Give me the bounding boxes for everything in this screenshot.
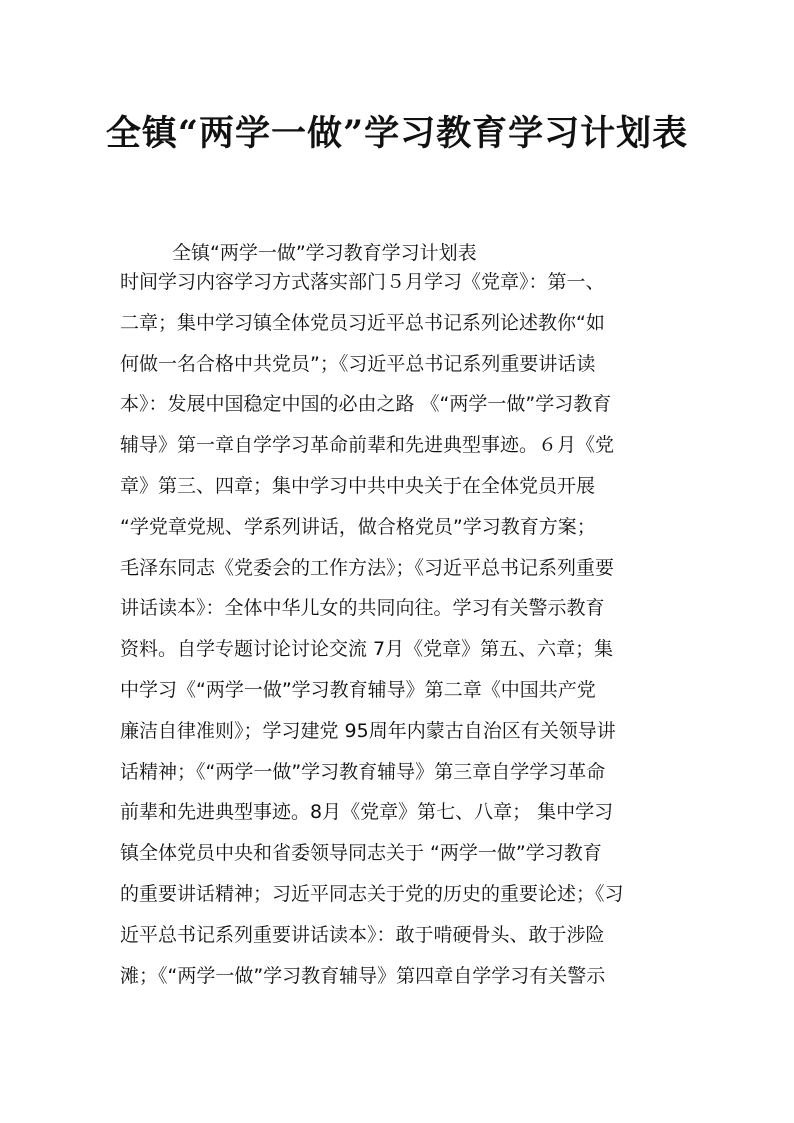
body-line: 二章；集中学习镇全体党员习近平总书记系列论述教你“如 — [120, 311, 605, 334]
body-line: “学党章党规、学系列讲话，做合格党员”学习教育方案； — [120, 515, 596, 538]
body-line: 时间学习内容学习方式落实部门５月学习《党章》：第一、 — [120, 271, 605, 293]
body-line: 近平总书记系列重要讲话读本》：敢于啃硬骨头、敢于涉险 — [120, 923, 605, 946]
document-subtitle: 全镇“两学一做”学习教育学习计划表 — [172, 242, 477, 264]
body-line: 话精神；《“两学一做”学习教育辅导》第三章自学学习革命 — [120, 760, 606, 783]
body-line: 滩；《“两学一做”学习教育辅导》第四章自学学习有关警示 — [120, 964, 606, 987]
body-line: 本》：发展中国稳定中国的必由之路 《“两学一做”学习教育 — [120, 393, 612, 416]
body-line: 讲话读本》：全体中华儿女的共同向往。学习有关警示教育 — [120, 597, 605, 620]
document-title: 全镇“两学一做”学习教育学习计划表 — [105, 113, 689, 154]
body-line: 的重要讲话精神；习近平同志关于党的历史的重要论述；《习 — [120, 882, 624, 905]
body-line: 镇全体党员中央和省委领导同志关于 “两学一做”学习教育 — [120, 842, 602, 865]
body-line: 资料。自学专题讨论讨论交流 7月《党章》第五、六章；集 — [120, 638, 614, 661]
body-line: 毛泽东同志《党委会的工作方法》；《习近平总书记系列重要 — [120, 556, 615, 579]
body-line: 章》第三、四章；集中学习中共中央关于在全体党员开展 — [120, 474, 596, 497]
body-line: 何做一名合格中共党员”；《习近平总书记系列重要讲话读 — [120, 352, 596, 375]
body-line: 中学习《“两学一做”学习教育辅导》第二章《中国共产党 — [120, 678, 596, 701]
body-line: 廉洁自律准则》；学习建党 95周年内蒙古自治区有关领导讲 — [120, 719, 616, 742]
body-line: 前辈和先进典型事迹。8月《党章》第七、八章； 集中学习 — [120, 801, 614, 824]
document-body — [120, 262, 680, 996]
body-line: 辅导》第一章自学学习革命前辈和先进典型事迹。６月《党 — [120, 434, 615, 457]
